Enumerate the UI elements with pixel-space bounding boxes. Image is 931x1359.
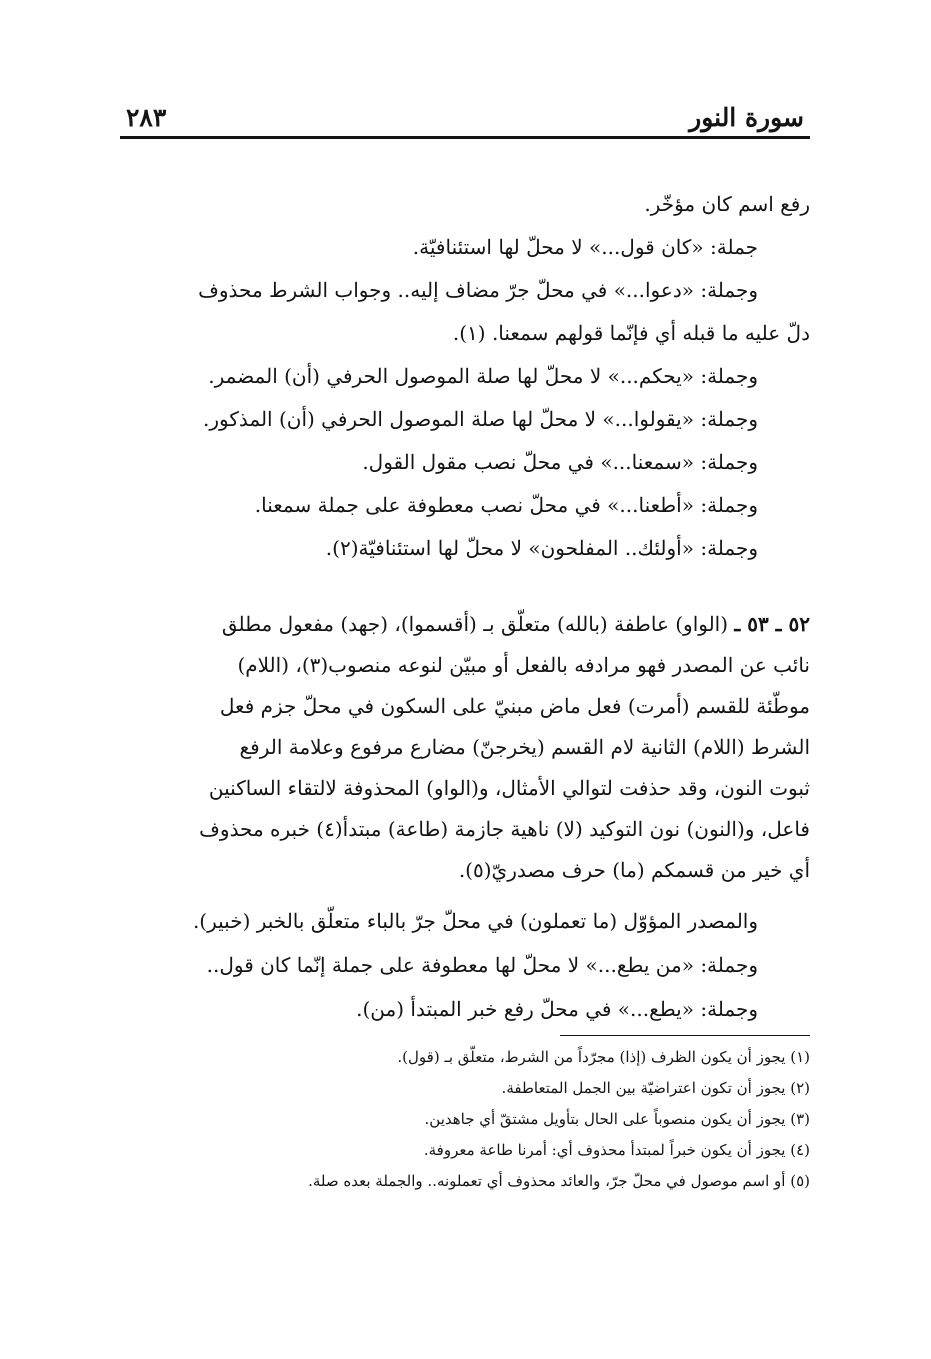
verse-number: ٥٢ ـ ٥٣ ـ — [734, 612, 810, 636]
text-line: وجملة: «أولئك.. المفلحون» لا محلّ لها استئنافيّة(٢). — [325, 536, 758, 560]
text-line: أي خير من قسمكم (ما) حرف مصدريّ(٥). — [458, 858, 810, 882]
footnote: (٤) يجوز أن يكون خبراً لمبتدأ محذوف أي: أمرنا طاعة معروفة. — [423, 1141, 810, 1159]
text-line: ثبوت النون، وقد حذفت لتوالي الأمثال، و(الواو) المحذوفة لالتقاء الساكنين — [208, 776, 810, 800]
page-header — [120, 88, 810, 139]
text-line: وجملة: «دعوا...» في محلّ جرّ مضاف إليه.. وجواب الشرط محذوف — [198, 278, 758, 302]
text-line: وجملة: «سمعنا...» في محلّ نصب مقول القول. — [362, 450, 758, 474]
verse-analysis-52-53 — [120, 604, 810, 891]
footnote: (٣) يجوز أن يكون منصوباً على الحال بتأويل مشتقّ أي جاهدين. — [424, 1110, 810, 1128]
footnote: (٢) يجوز أن تكون اعتراضيّة بين الجمل المتعاطفة. — [501, 1079, 810, 1097]
page-number: ٢٨٣ — [126, 103, 167, 132]
footnote: (١) يجوز أن يكون الظرف (إذا) مجرّداً من الشرط، متعلّق بـ (قول). — [397, 1048, 810, 1066]
text-line: رفع اسم كان مؤخّر. — [644, 192, 810, 216]
text-line — [120, 604, 810, 645]
surah-title: سورة النور — [689, 103, 804, 132]
footnote: (٥) أو اسم موصول في محلّ جرّ، والعائد محذوف أي تعملونه.. والجملة بعده صلة. — [308, 1172, 810, 1190]
text-line: موطّئة للقسم (أمرت) فعل ماض مبنيّ على السكون في محلّ جزم فعل — [219, 694, 810, 718]
book-page — [120, 88, 810, 1197]
text-line: وجملة: «من يطع...» لا محلّ لها معطوفة على جملة إنّما كان قول.. — [206, 953, 758, 977]
text-line: نائب عن المصدر فهو مرادفه بالفعل أو مبيّن لنوعه منصوب(٣)، (اللام) — [237, 653, 810, 677]
analysis-block-1 — [120, 183, 810, 570]
analysis-block-2 — [120, 899, 810, 1031]
text-line: فاعل، و(النون) نون التوكيد (لا) ناهية جازمة (طاعة) مبتدأ(٤) خبره محذوف — [199, 817, 810, 841]
text-line: وجملة: «يحكم...» لا محلّ لها صلة الموصول الحرفي (أن) المضمر. — [208, 364, 758, 388]
footnote-divider — [560, 1035, 810, 1036]
text-line: وجملة: «أطعنا...» في محلّ نصب معطوفة على جملة سمعنا. — [254, 493, 758, 517]
text-line: الشرط (اللام) الثانية لام القسم (يخرجنّ) مضارع مرفوع وعلامة الرفع — [239, 735, 810, 759]
text-line: والمصدر المؤوّل (ما تعملون) في محلّ جرّ بالباء متعلّق بالخبر (خبير). — [192, 909, 758, 933]
text-line: وجملة: «يقولوا...» لا محلّ لها صلة الموصول الحرفي (أن) المذكور. — [203, 407, 758, 431]
text-line-content: (الواو) عاطفة (بالله) متعلّق بـ (أقسموا)، (جهد) مفعول مطلق — [221, 612, 729, 636]
text-line: وجملة: «يطع...» في محلّ رفع خبر المبتدأ (من). — [356, 997, 758, 1021]
footnotes — [120, 1042, 810, 1197]
text-line: جملة: «كان قول...» لا محلّ لها استئنافيّة. — [412, 235, 758, 259]
text-line: دلّ عليه ما قبله أي فإنّما قولهم سمعنا. (١). — [452, 321, 810, 345]
